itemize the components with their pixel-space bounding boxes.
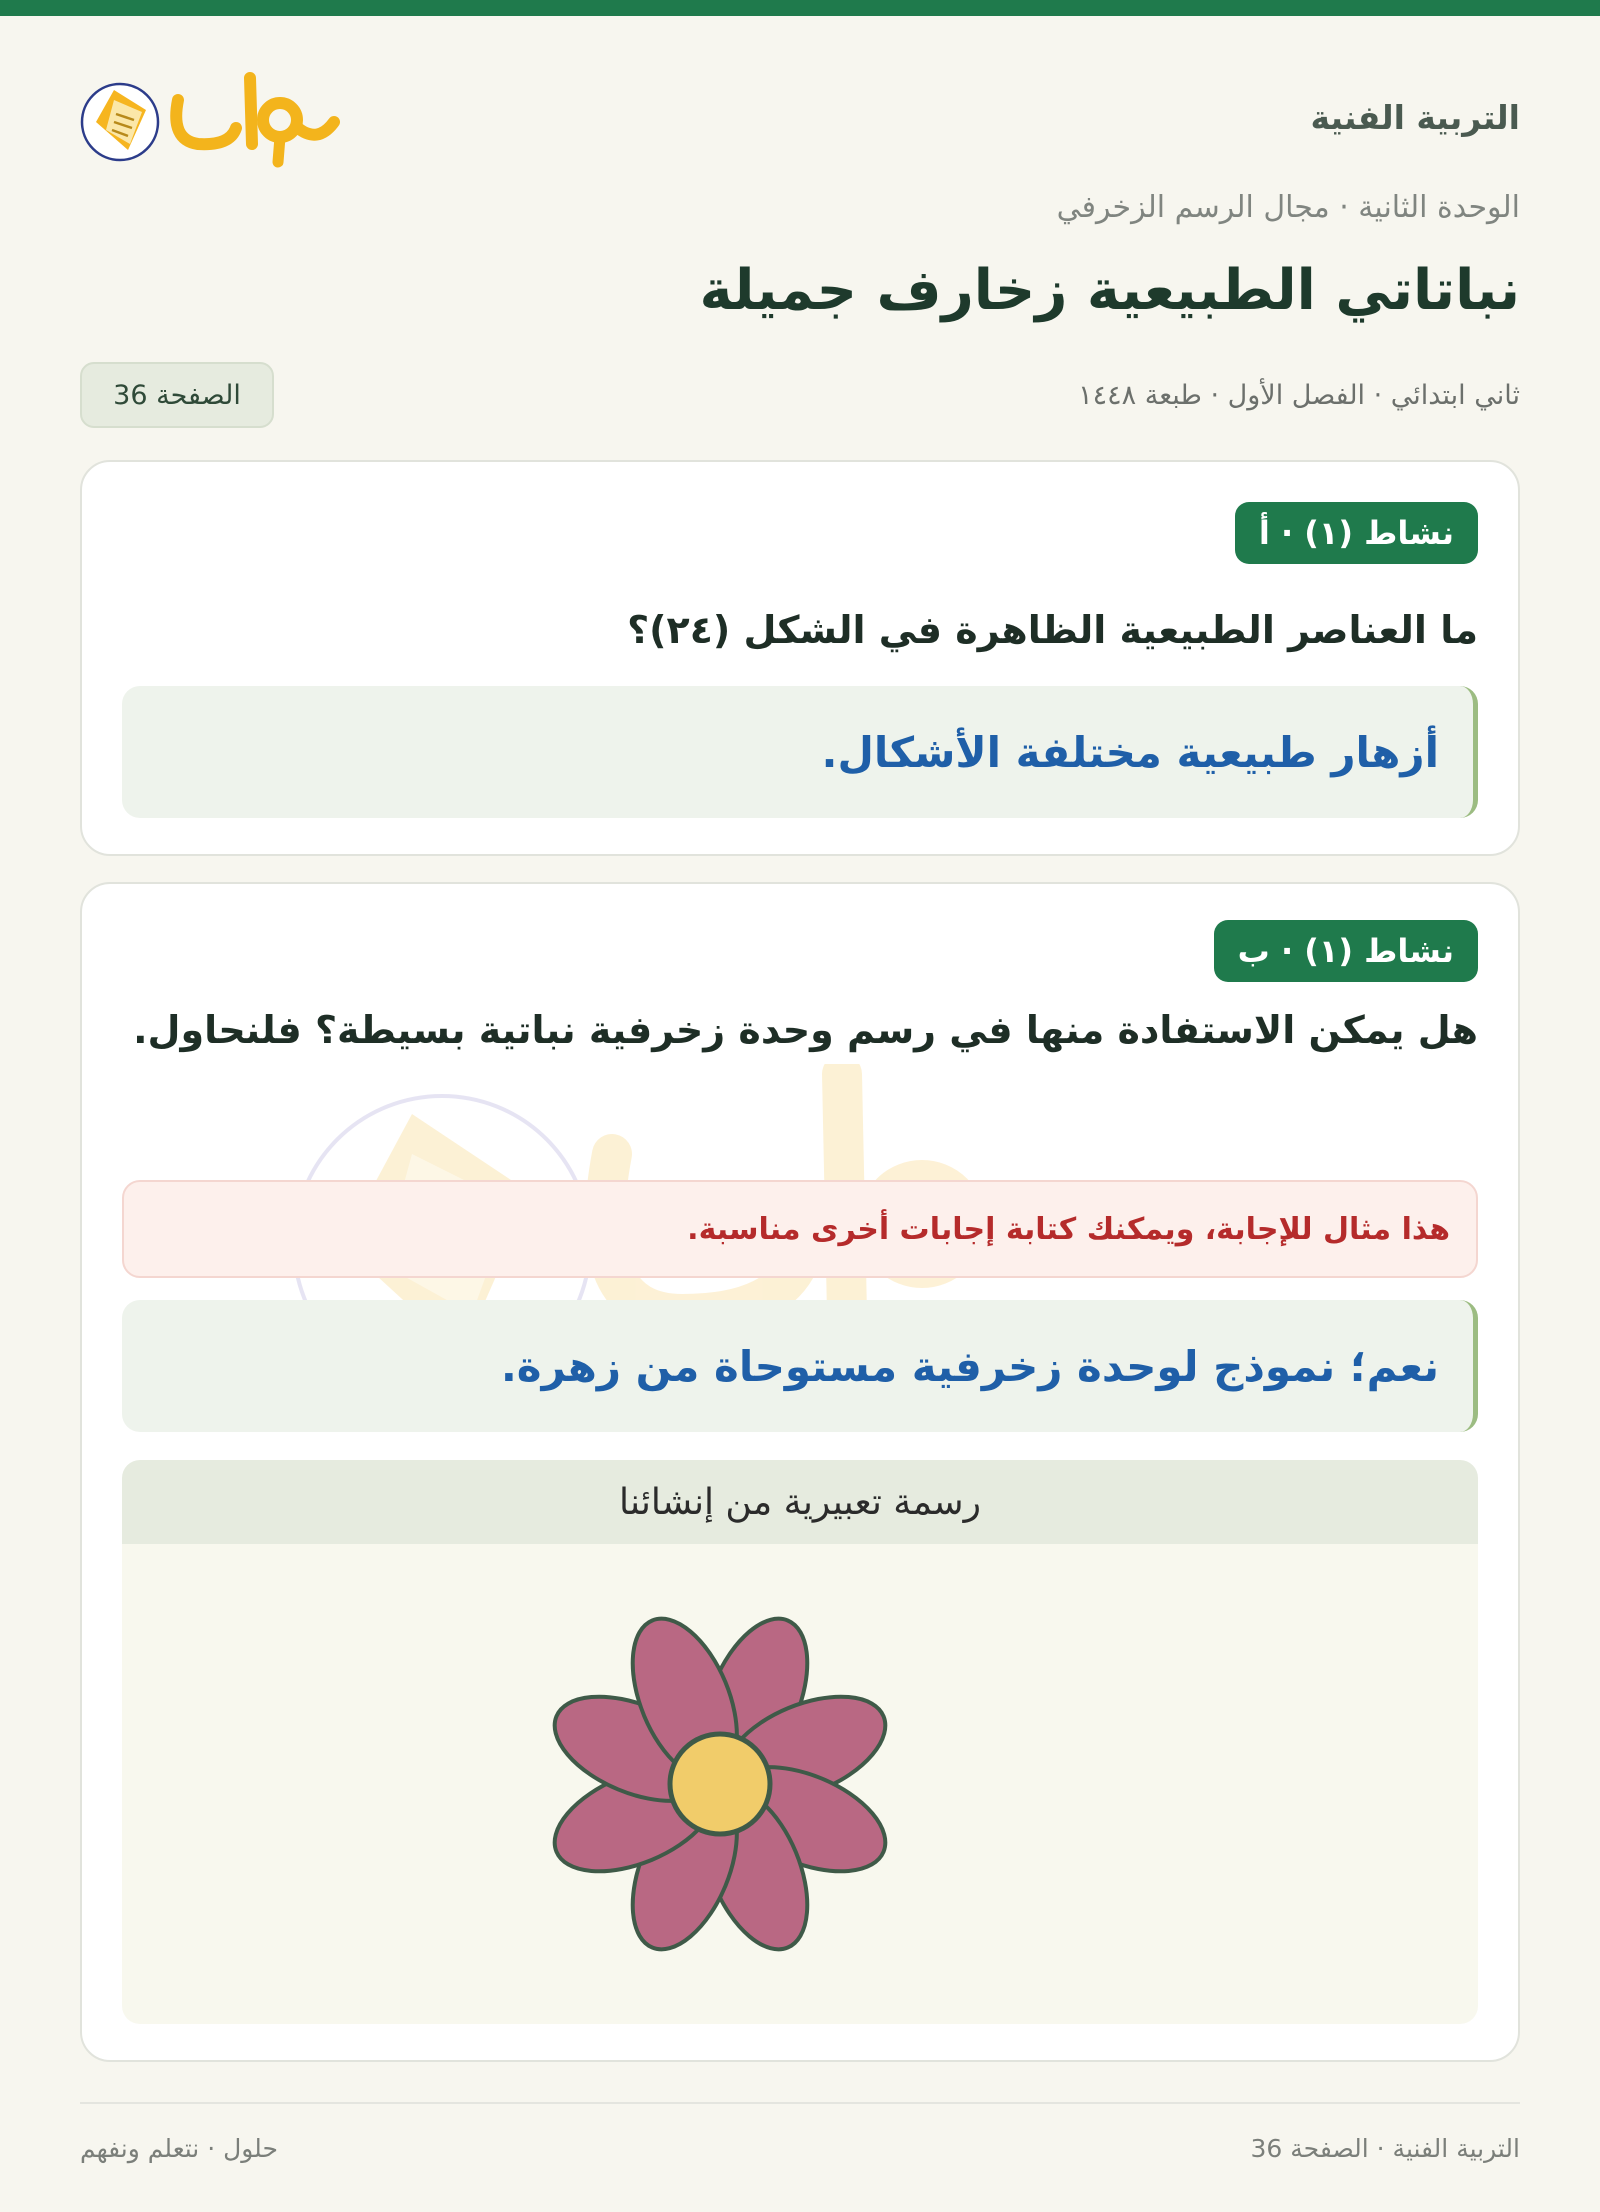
footer-page-info: التربية الفنية · الصفحة 36 xyxy=(1250,2134,1520,2163)
activity-b-tag: نشاط (١) · ب xyxy=(1214,920,1478,982)
activity-a-tag: نشاط (١) · أ xyxy=(1235,502,1478,564)
activity-b-question: هل يمكن الاستفادة منها في رسم وحدة زخرفية نباتية بسيطة؟ فلنحاول. xyxy=(133,1008,1478,1052)
unit-breadcrumb: الوحدة الثانية · مجال الرسم الزخرفي xyxy=(1056,190,1520,225)
flower-center xyxy=(670,1734,770,1834)
subject-title: التربية الفنية xyxy=(1310,98,1520,137)
page xyxy=(80,0,1520,2212)
figure-area xyxy=(122,1544,1478,2024)
hulul-logo[interactable] xyxy=(80,70,340,180)
flower-drawing xyxy=(80,1544,1478,2024)
footer-divider xyxy=(80,2102,1520,2104)
example-answer-note: هذا مثال للإجابة، ويمكنك كتابة إجابات أخرى مناسبة. xyxy=(122,1180,1478,1278)
activity-b-answer: نعم؛ نموذج لوحدة زخرفية مستوحاة من زهرة. xyxy=(122,1300,1478,1432)
footer-brand: حلول · نتعلم ونفهم xyxy=(80,2134,278,2163)
hulul-logo-icon xyxy=(80,70,340,180)
activity-a-answer: أزهار طبيعية مختلفة الأشكال. xyxy=(122,686,1478,818)
page-number-badge: الصفحة 36 xyxy=(80,362,274,428)
activity-a-card xyxy=(80,460,1520,856)
figure-caption: رسمة تعبيرية من إنشائنا xyxy=(122,1460,1478,1544)
activity-a-question: ما العناصر الطبيعية الظاهرة في الشكل (٢٤)؟ xyxy=(627,608,1478,652)
page-title: نباتاتي الطبيعية زخارف جميلة xyxy=(699,258,1520,323)
edition-info: ثاني ابتدائي · الفصل الأول · طبعة ١٤٤٨ xyxy=(1078,380,1520,411)
page-header xyxy=(80,70,1520,170)
activity-b-card xyxy=(80,882,1520,2062)
